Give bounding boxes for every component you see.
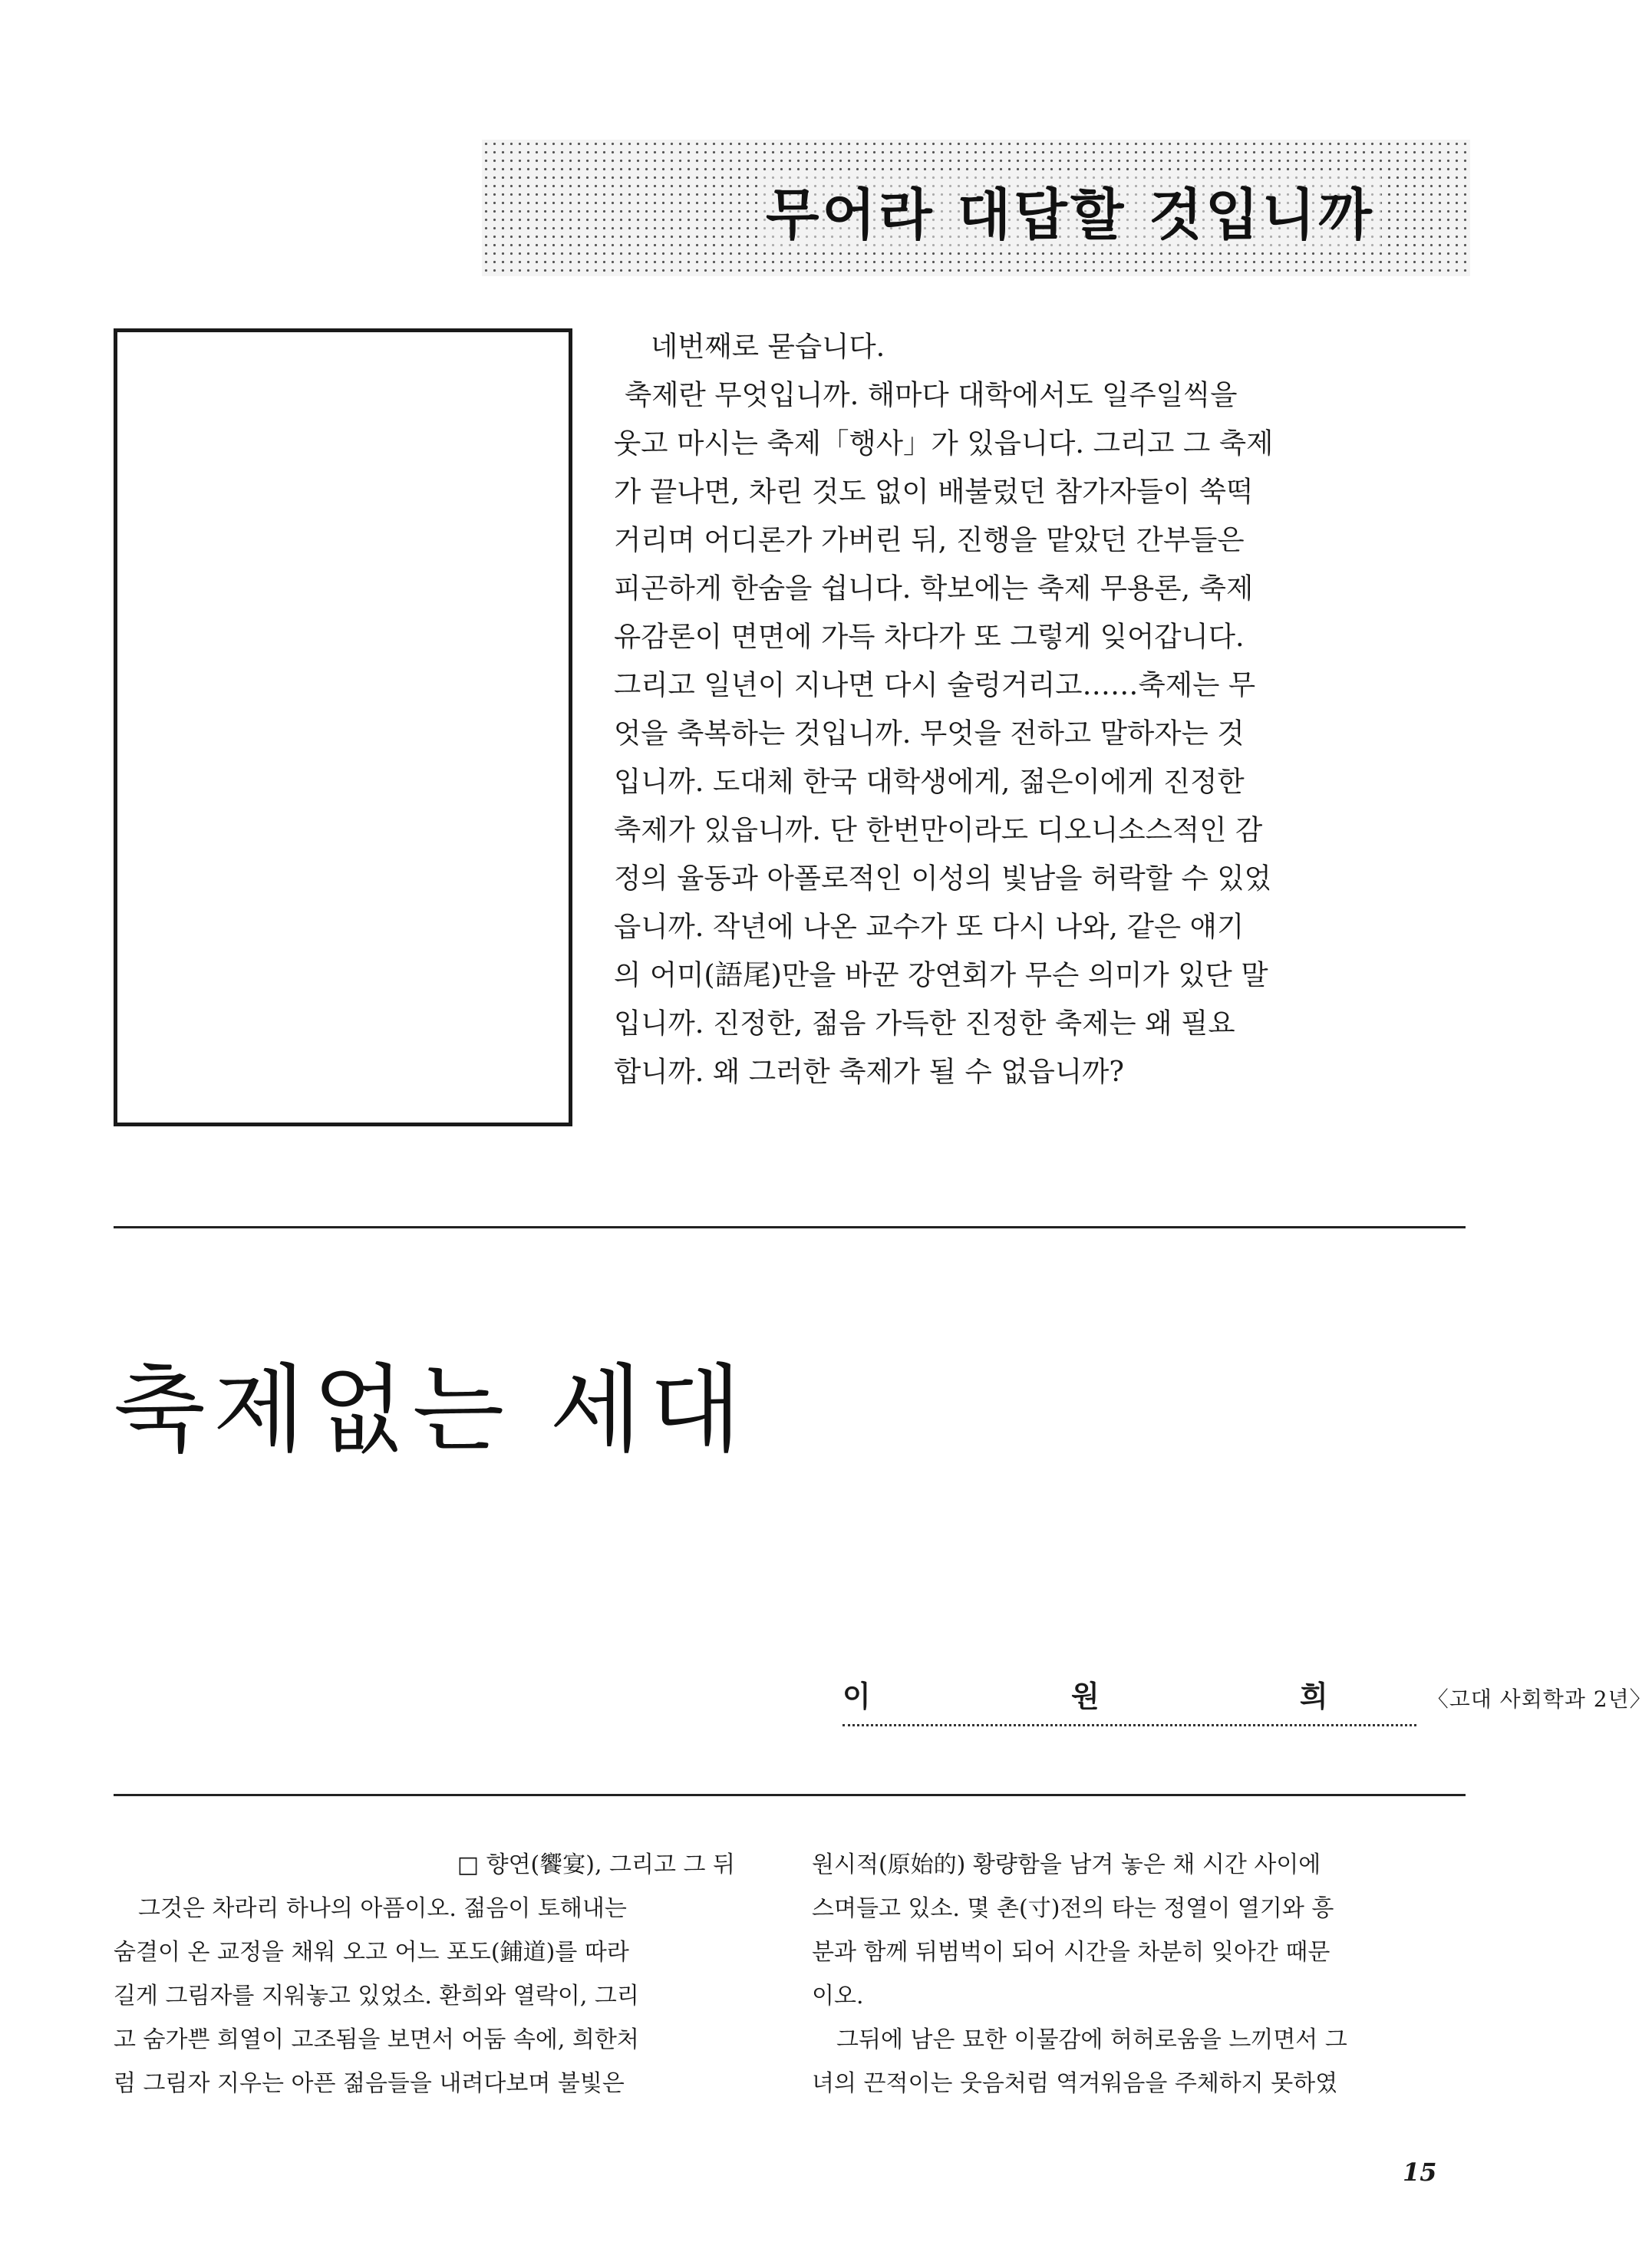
body-line: 럼 그림자 지우는 아픈 젊음들을 내려다보며 불빛은 xyxy=(114,2070,625,2097)
body-column-right xyxy=(812,1843,1469,2105)
intro-line: 가 끝나면, 차린 것도 없이 배불렀던 참가자들이 쑥떡 xyxy=(614,475,1254,508)
intro-line: 축제란 무엇입니까. 해마다 대학에서도 일주일씩을 xyxy=(625,378,1238,411)
intro-line: 의 어미(語尾)만을 바꾼 강연회가 무슨 의미가 있단 말 xyxy=(614,958,1268,991)
body-line: 길게 그림자를 지워놓고 있었소. 환희와 열락이, 그리 xyxy=(114,1983,639,2009)
section-subheading: □ 향연(饗宴), 그리고 그 뒤 xyxy=(457,1851,735,1878)
body-line: 고 숨가쁜 희열이 고조됨을 보면서 어둠 속에, 희한처 xyxy=(114,2026,639,2053)
intro-text xyxy=(614,322,1473,1096)
intro-line: 웃고 마시는 축제「행사」가 있읍니다. 그리고 그 축제 xyxy=(614,427,1274,460)
header-title: 무어라 대답할 것입니까 xyxy=(760,170,1381,250)
body-line: 녀의 끈적이는 웃음처럼 역겨워음을 주체하지 못하였 xyxy=(812,2070,1338,2097)
intro-line: 그리고 일년이 지나면 다시 술렁거리고……축제는 무 xyxy=(614,668,1256,701)
author-affiliation: 〈고대 사회학과 2년〉 xyxy=(1426,1686,1652,1712)
body-line: 숨결이 온 교정을 채워 오고 어느 포도(鋪道)를 따라 xyxy=(114,1939,629,1966)
intro-line: 거리며 어디론가 가버린 뒤, 진행을 맡았던 간부들은 xyxy=(614,523,1245,556)
body-line: 원시적(原始的) 황량함을 남겨 놓은 채 시간 사이에 xyxy=(812,1851,1321,1878)
photo-placeholder-box xyxy=(114,328,572,1126)
intro-line: 네번째로 묻습니다. xyxy=(651,330,885,363)
byline xyxy=(842,1673,1652,1726)
horizontal-rule xyxy=(114,1226,1466,1228)
body-column-left xyxy=(114,1843,770,2105)
article-title: 축제없는 세대 xyxy=(114,1355,750,1465)
body-line: 그것은 차라리 하나의 아픔이오. 젊음이 토해내는 xyxy=(138,1895,627,1922)
intro-line: 입니까. 진정한, 젊음 가득한 진정한 축제는 왜 필요 xyxy=(614,1007,1235,1040)
intro-line: 정의 율동과 아폴로적인 이성의 빛남을 허락할 수 있었 xyxy=(614,862,1271,895)
intro-line: 읍니까. 작년에 나온 교수가 또 다시 나와, 같은 얘기 xyxy=(614,910,1245,943)
horizontal-rule xyxy=(114,1794,1466,1796)
author-name: 이 원 희 xyxy=(842,1680,1423,1713)
intro-line: 엇을 축복하는 것입니까. 무엇을 전하고 말하자는 것 xyxy=(614,717,1245,750)
page-number: 15 xyxy=(1403,2158,1437,2187)
intro-line: 유감론이 면면에 가득 차다가 또 그렇게 잊어갑니다. xyxy=(614,620,1245,653)
intro-line: 합니까. 왜 그러한 축제가 될 수 없읍니까? xyxy=(614,1055,1124,1088)
intro-line: 입니까. 도대체 한국 대학생에게, 젊은이에게 진정한 xyxy=(614,765,1245,798)
body-line: 분과 함께 뒤범벅이 되어 시간을 차분히 잊아간 때문 xyxy=(812,1939,1331,1966)
body-line: 스며들고 있소. 몇 촌(寸)전의 타는 정열이 열기와 흥 xyxy=(812,1895,1334,1922)
intro-line: 피곤하게 한숨을 쉽니다. 학보에는 축제 무용론, 축제 xyxy=(614,572,1254,605)
body-line: 그뒤에 남은 묘한 이물감에 허허로움을 느끼면서 그 xyxy=(836,2026,1347,2053)
body-line: 이오. xyxy=(812,1983,864,2009)
intro-line: 축제가 있읍니까. 단 한번만이라도 디오니소스적인 감 xyxy=(614,813,1263,846)
